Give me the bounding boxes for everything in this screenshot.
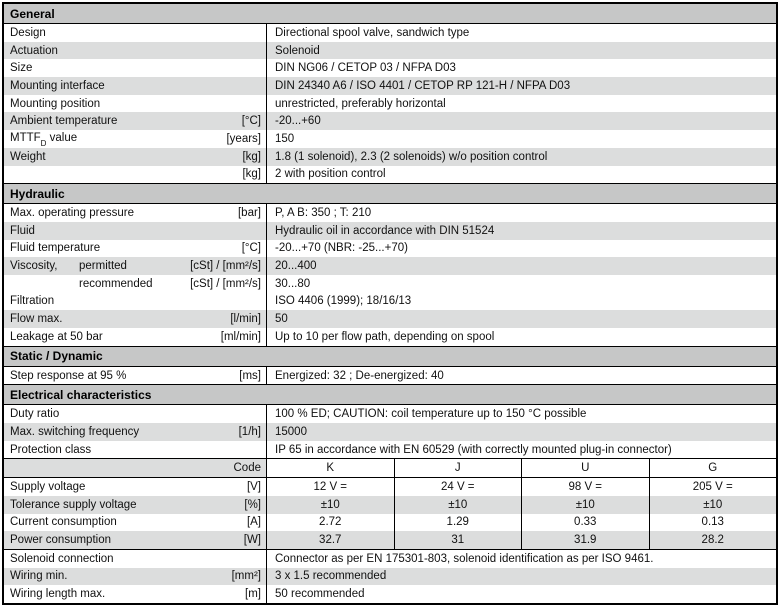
row-value: Hydraulic oil in accordance with DIN 51524 [275, 224, 495, 237]
section-header: General [4, 4, 776, 24]
row-label: Max. operating pressure [10, 207, 135, 220]
table-row [4, 222, 776, 240]
row-cells [267, 514, 776, 532]
row-unit: [l/min] [230, 313, 261, 326]
row-label: Duty ratio [10, 408, 60, 421]
row-label-zone [4, 423, 267, 441]
section-electrical-characteristics [4, 385, 776, 603]
row-value: DIN NG06 / CETOP 03 / NFPA D03 [275, 62, 456, 75]
table-row [4, 130, 776, 148]
row-unit: [W] [243, 534, 261, 547]
table-row [4, 112, 776, 130]
row-value: -20...+70 (NBR: -25...+70) [275, 242, 408, 255]
row-label-zone [4, 550, 267, 568]
row-label: Weight [10, 150, 46, 163]
row-label-zone [4, 77, 267, 95]
row-cells [267, 459, 776, 477]
row-label-zone [4, 478, 267, 496]
row-label-zone [4, 405, 267, 423]
table-row [4, 240, 776, 258]
row-value: IP 65 in accordance with EN 60529 (with correctly mounted plug-in connector) [275, 443, 672, 456]
row-label-zone [4, 95, 267, 113]
row-label: Ambient temperature [10, 115, 118, 128]
row-label: Max. switching frequency [10, 425, 140, 438]
row-cell: 31 [394, 531, 522, 549]
row-cell: 98 V = [521, 478, 649, 496]
row-value: 20...400 [275, 260, 317, 273]
row-value: Connector as per EN 175301-803, solenoid identification as per ISO 9461. [275, 552, 654, 565]
row-value: unrestricted, preferably horizontal [275, 97, 446, 110]
table-row [4, 148, 776, 166]
table-row [4, 293, 776, 311]
spec-table [2, 2, 778, 605]
section-header: Hydraulic [4, 184, 776, 204]
row-cell: 2.72 [319, 516, 342, 529]
row-label-zone [4, 367, 267, 385]
row-label: Supply voltage [10, 480, 86, 493]
row-label-subscript: D [40, 139, 47, 149]
table-row [4, 24, 776, 42]
table-row [4, 328, 776, 346]
table-row [4, 166, 776, 184]
table-row [4, 204, 776, 222]
table-row [4, 531, 776, 550]
section-general [4, 4, 776, 184]
row-label: Protection class [10, 443, 92, 456]
row-value: Energized: 32 ; De-energized: 40 [275, 369, 444, 382]
row-label-zone [4, 24, 267, 42]
table-row [4, 59, 776, 77]
row-cell: 0.33 [521, 514, 649, 532]
row-unit: [%] [244, 498, 261, 511]
row-label-zone [4, 204, 267, 222]
table-row [4, 310, 776, 328]
row-label-zone [4, 59, 267, 77]
row-sublabel: permitted [79, 260, 127, 273]
row-label: Tolerance supply voltage [10, 498, 137, 511]
row-cell: ±10 [320, 498, 340, 511]
row-value: Up to 10 per flow path, depending on spool [275, 330, 495, 343]
table-row [4, 257, 776, 275]
row-value: ISO 4406 (1999); 18/16/13 [275, 295, 412, 308]
row-unit: [ml/min] [220, 330, 261, 343]
row-label: Step response at 95 % [10, 369, 127, 382]
row-unit: [mm²] [231, 570, 261, 583]
table-row [4, 95, 776, 113]
row-label-zone [4, 112, 267, 130]
row-cells [267, 478, 776, 496]
row-value: DIN 24340 A6 / ISO 4401 / CETOP RP 121-H / NFPA D03 [275, 79, 571, 92]
row-unit: [m] [245, 588, 261, 601]
row-value: -20...+60 [275, 115, 321, 128]
table-row [4, 42, 776, 60]
row-label-zone [4, 275, 267, 293]
row-cells [267, 496, 776, 514]
row-unit: [bar] [237, 207, 261, 220]
row-label-zone [4, 257, 267, 275]
row-cell: ±10 [649, 496, 777, 514]
row-label: Flow max. [10, 313, 63, 326]
row-value: 50 recommended [275, 588, 365, 601]
row-value: 100 % ED; CAUTION: coil temperature up to 150 °C possible [275, 408, 587, 421]
row-label: Solenoid connection [10, 552, 114, 565]
row-cell: 24 V = [394, 478, 522, 496]
row-label-zone [4, 441, 267, 459]
row-cell: 31.9 [521, 531, 649, 549]
table-row [4, 77, 776, 95]
row-label: Filtration [10, 295, 55, 308]
row-cell: ±10 [521, 496, 649, 514]
row-label-zone [4, 148, 267, 166]
section-static-dynamic [4, 347, 776, 386]
row-label: Wiring length max. [10, 588, 106, 601]
row-unit: [years] [226, 132, 261, 145]
row-value: 1.8 (1 solenoid), 2.3 (2 solenoids) w/o position control [275, 150, 548, 163]
row-unit: [kg] [242, 150, 261, 163]
row-label-zone [4, 585, 267, 603]
row-label-zone [4, 130, 267, 148]
row-value: P, A B: 350 ; T: 210 [275, 207, 372, 220]
row-value: 150 [275, 132, 295, 145]
row-label-zone [4, 310, 267, 328]
row-label-zone [4, 514, 267, 532]
row-unit: [cSt] / [mm²/s] [190, 260, 261, 273]
table-row [4, 496, 776, 514]
row-unit: Code [233, 462, 261, 475]
row-label: Mounting position [10, 97, 101, 110]
row-cell: ±10 [394, 496, 522, 514]
row-value: 15000 [275, 425, 307, 438]
row-label-zone [4, 328, 267, 346]
row-label: Fluid [10, 224, 35, 237]
row-cells [267, 531, 776, 549]
row-cell: 28.2 [649, 531, 777, 549]
row-label: Power consumption [10, 534, 111, 547]
row-value: Solenoid [275, 44, 320, 57]
row-unit: [kg] [242, 168, 261, 181]
row-label-zone [4, 496, 267, 514]
row-label: Size [10, 62, 33, 75]
row-label-zone [4, 531, 267, 549]
row-unit: [1/h] [238, 425, 261, 438]
row-cell: 12 V = [313, 480, 348, 493]
row-cell: 32.7 [319, 534, 342, 547]
row-unit: [V] [246, 480, 261, 493]
section-header: Static / Dynamic [4, 347, 776, 367]
row-cell: U [521, 459, 649, 477]
row-label-zone [4, 293, 267, 311]
row-unit: [ms] [239, 369, 261, 382]
row-label-zone [4, 42, 267, 60]
row-unit: [A] [246, 516, 261, 529]
row-label-pre: MTTF [10, 131, 41, 144]
table-row [4, 514, 776, 532]
row-label-zone [4, 166, 267, 184]
table-row [4, 441, 776, 459]
table-row [4, 568, 776, 586]
row-label: Current consumption [10, 516, 117, 529]
row-value: Directional spool valve, sandwich type [275, 26, 470, 39]
row-cell: 205 V = [649, 478, 777, 496]
row-value: 3 x 1.5 recommended [275, 570, 387, 583]
row-label: Actuation [10, 44, 58, 57]
table-row [4, 458, 776, 478]
row-label-post: value [46, 131, 78, 144]
table-row [4, 478, 776, 496]
table-row [4, 585, 776, 603]
row-cell: J [394, 459, 522, 477]
row-unit: [cSt] / [mm²/s] [190, 277, 261, 290]
row-label: Mounting interface [10, 79, 105, 92]
table-row [4, 550, 776, 568]
row-label-zone [4, 459, 267, 477]
row-value: 30...80 [275, 277, 311, 290]
table-row [4, 405, 776, 423]
row-cell: 0.13 [649, 514, 777, 532]
section-hydraulic [4, 184, 776, 347]
row-label: Wiring min. [10, 570, 68, 583]
row-label: Leakage at 50 bar [10, 330, 103, 343]
table-row [4, 423, 776, 441]
row-label-zone [4, 240, 267, 258]
row-sublabel: recommended [79, 277, 153, 290]
row-cell: 1.29 [394, 514, 522, 532]
row-value: 2 with position control [275, 168, 386, 181]
row-unit: [°C] [241, 115, 261, 128]
row-value: 50 [275, 313, 288, 326]
row-cell: K [326, 462, 335, 475]
row-label: Design [10, 26, 46, 39]
section-header: Electrical characteristics [4, 385, 776, 405]
row-cell: G [649, 459, 777, 477]
table-row [4, 367, 776, 385]
row-label: Fluid temperature [10, 242, 101, 255]
row-unit: [°C] [241, 242, 261, 255]
table-row [4, 275, 776, 293]
row-label-with-subscript [10, 131, 78, 149]
row-label-zone [4, 568, 267, 586]
row-label-zone [4, 222, 267, 240]
row-label: Viscosity, [10, 260, 58, 273]
